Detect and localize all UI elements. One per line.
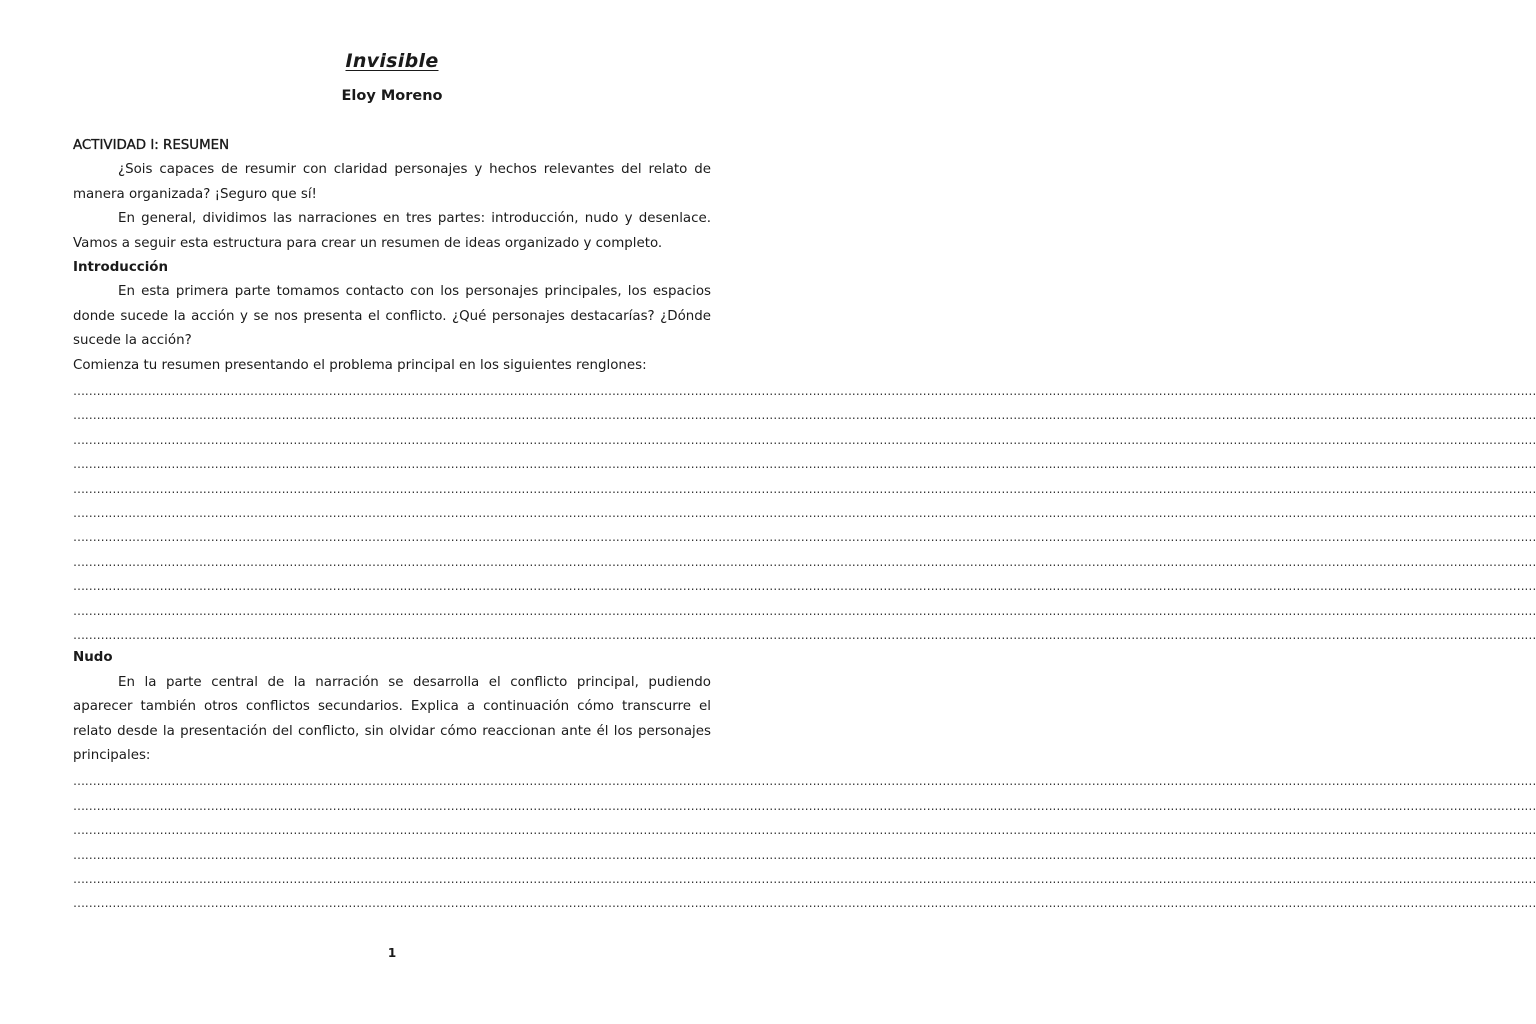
document-body <box>73 134 1536 915</box>
answer-line[interactable]: ………………………………………………………………………………………………………………………………………………………………………………………………………………………………………………………………………………………………………………………………………… <box>73 823 1536 838</box>
nudo-answer-lines <box>73 768 1536 914</box>
answer-line[interactable]: ………………………………………………………………………………………………………………………………………………………………………………………………………………………………………………………………………………………………………………………………………… <box>73 871 1536 886</box>
document-author: Eloy Moreno <box>341 88 443 104</box>
intro-paragraph-2: En general, dividimos las narraciones en tres partes: introducción, nudo y desenlace. Vamos a seguir esta estructura para crear un resumen de ideas organizado y completo. <box>73 211 711 251</box>
answer-line[interactable]: ………………………………………………………………………………………………………………………………………………………………………………………………………………………………………………………………………………………………………………………………………… <box>73 457 1536 472</box>
introduccion-instruction: Comienza tu resumen presentando el problema principal en los siguientes renglones: <box>73 357 647 373</box>
answer-line[interactable]: ………………………………………………………………………………………………………………………………………………………………………………………………………………………………………………………………………………………………………………………………………… <box>73 579 1536 594</box>
document-title: Invisible <box>345 50 439 72</box>
answer-line[interactable]: ………………………………………………………………………………………………………………………………………………………………………………………………………………………………………………………………………………………………………………………………………… <box>73 847 1536 862</box>
answer-line[interactable]: ………………………………………………………………………………………………………………………………………………………………………………………………………………………………………………………………………………………………………………………………………… <box>73 432 1536 447</box>
page-number: 1 <box>387 946 397 960</box>
answer-line[interactable]: ………………………………………………………………………………………………………………………………………………………………………………………………………………………………………………………………………………………………………………………………………… <box>73 774 1536 789</box>
answer-line[interactable]: ………………………………………………………………………………………………………………………………………………………………………………………………………………………………………………………………………………………………………………………………………… <box>73 603 1536 618</box>
activity-heading: ACTIVIDAD I: RESUMEN <box>73 138 230 153</box>
answer-line[interactable]: ………………………………………………………………………………………………………………………………………………………………………………………………………………………………………………………………………………………………………………………………………… <box>73 896 1536 911</box>
nudo-paragraph: En la parte central de la narración se desarrolla el conflicto principal, pudiendo aparecer también otros conflictos secundarios. Explica a continuación cómo transcurre el relato desde la presentación del conflicto, sin olvidar cómo reaccionan ante él los personajes principales: <box>73 674 711 763</box>
section-heading-nudo: Nudo <box>73 650 113 666</box>
answer-line[interactable]: ………………………………………………………………………………………………………………………………………………………………………………………………………………………………………………………………………………………………………………………………………… <box>73 627 1536 642</box>
section-heading-introduccion: Introducción <box>73 260 169 276</box>
answer-line[interactable]: ………………………………………………………………………………………………………………………………………………………………………………………………………………………………………………………………………………………………………………………………………… <box>73 408 1536 423</box>
introduccion-paragraph: En esta primera parte tomamos contacto con los personajes principales, los espacios donde sucede la acción y se nos presenta el conflicto. ¿Qué personajes destacarías? ¿Dónde sucede la acción? <box>73 284 711 349</box>
answer-line[interactable]: ………………………………………………………………………………………………………………………………………………………………………………………………………………………………………………………………………………………………………………………………………… <box>73 798 1536 813</box>
answer-line[interactable]: ………………………………………………………………………………………………………………………………………………………………………………………………………………………………………………………………………………………………………………………………………… <box>73 506 1536 521</box>
answer-line[interactable]: ………………………………………………………………………………………………………………………………………………………………………………………………………………………………………………………………………………………………………………………………………… <box>73 384 1536 399</box>
answer-line[interactable]: ………………………………………………………………………………………………………………………………………………………………………………………………………………………………………………………………………………………………………………………………………… <box>73 530 1536 545</box>
answer-line[interactable]: ………………………………………………………………………………………………………………………………………………………………………………………………………………………………………………………………………………………………………………………………………… <box>73 554 1536 569</box>
intro-paragraph-1: ¿Sois capaces de resumir con claridad personajes y hechos relevantes del relato de manera organizada? ¡Seguro que sí! <box>73 162 711 202</box>
answer-line[interactable]: ………………………………………………………………………………………………………………………………………………………………………………………………………………………………………………………………………………………………………………………………………… <box>73 481 1536 496</box>
introduccion-answer-lines <box>73 378 1536 646</box>
